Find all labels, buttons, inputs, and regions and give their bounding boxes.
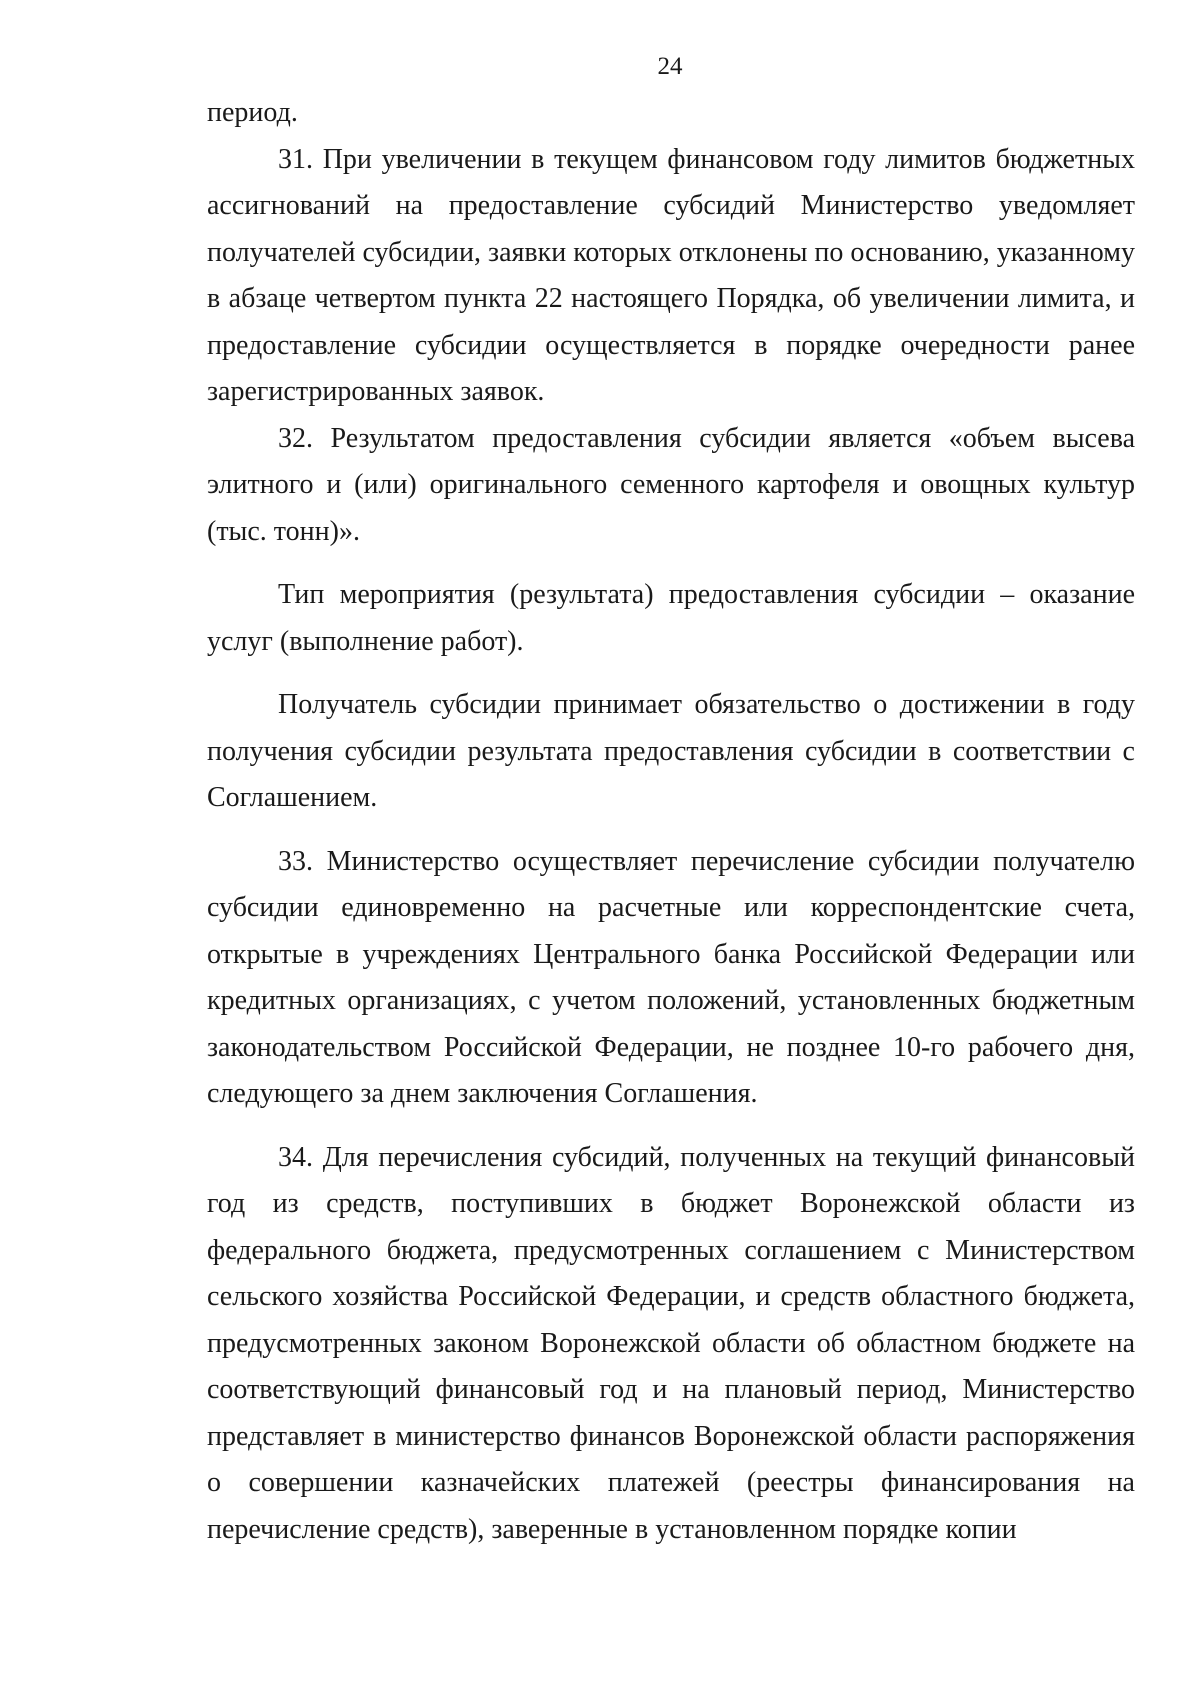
document-body xyxy=(207,90,1135,1553)
paragraph-31: 31. При увеличении в текущем финансовом году лимитов бюджетных ассигнований на предоставление субсидий Министерство уведомляет получателей субсидии, заявки которых отклонены по основанию, указанному в абзаце четвертом пункта 22 настоящего Порядка, об увеличении лимита, и предоставление субсидии осуществляется в порядке очередности ранее зарегистрированных заявок. xyxy=(207,143,1135,407)
paragraph-34: 34. Для перечисления субсидий, полученных на текущий финансовый год из средств, поступивших в бюджет Воронежской области из федерального бюджета, предусмотренных соглашением с Министерством сельского хозяйства Российской Федерации, и средств областного бюджета, предусмотренных законом Воронежской области об областном бюджете на соответствующий финансовый год и на плановый период, Министерство представляет в министерство финансов Воронежской области распоряжения о совершении казначейских платежей (реестры финансирования на перечисление средств), заверенные в установленном порядке копии xyxy=(207,1141,1135,1545)
paragraph-obligation: Получатель субсидии принимает обязательство о достижении в году получения субсидии результата предоставления субсидии в соответствии с Соглашением. xyxy=(207,689,1135,813)
paragraph-33: 33. Министерство осуществляет перечисление субсидии получателю субсидии единовременно на расчетные или корреспондентские счета, открытые в учреждениях Центрального банка Российской Федерации или кредитных организациях, с учетом положений, установленных бюджетным законодательством Российской Федерации, не позднее 10-го рабочего дня, следующего за днем заключения Соглашения. xyxy=(207,845,1135,1109)
page-number: 24 xyxy=(657,53,683,80)
paragraph-32: 32. Результатом предоставления субсидии является «объем высева элитного и (или) оригинального семенного картофеля и овощных культур (тыс. тонн)». xyxy=(207,422,1135,547)
paragraph-event-type: Тип мероприятия (результата) предоставления субсидии – оказание услуг (выполнение работ). xyxy=(207,579,1135,657)
paragraph-continuation: период. xyxy=(207,97,298,128)
